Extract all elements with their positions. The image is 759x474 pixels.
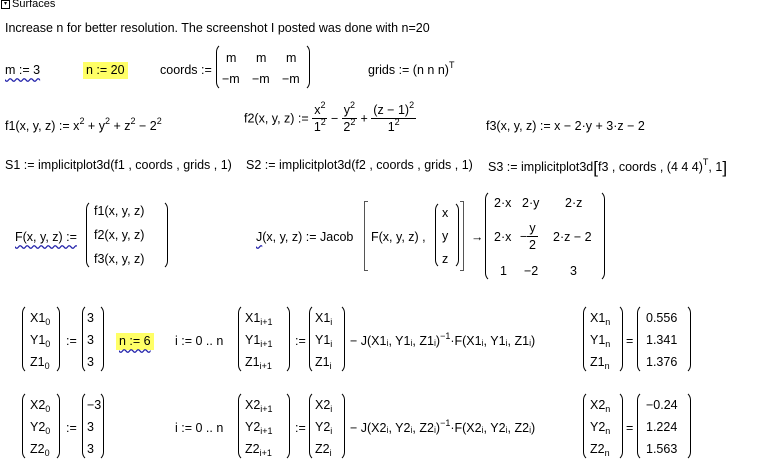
sys1-init-value: 3 (87, 311, 94, 325)
F-entry: f2(x, y, z) (94, 228, 145, 242)
sys2-range[interactable]: i := 0 .. n (175, 421, 224, 435)
sys1-next-name: $Y1_{i+1}$ (245, 333, 273, 349)
J-cell: 2·x (494, 230, 512, 244)
coords-cell: m (226, 51, 237, 65)
sys1-range[interactable]: i := 0 .. n (175, 334, 224, 348)
sys2-assign: := (66, 421, 77, 435)
def-f2[interactable]: f2(x, y, z) := $\frac{x^2}{1^2}$ − $\frac{y^2}{2^2}$ + $\frac{(z - 1)^2}{1^2}$ (244, 100, 415, 134)
sys2-init-value: 3 (87, 420, 94, 434)
sys1-result-value: 1.341 (646, 333, 678, 347)
def-f1[interactable]: f1(x, y, z) := $x^2 + y^2 + z^2 - 2^2$ (5, 116, 162, 133)
sys2-update-expr[interactable]: − J(X2ᵢ, Y2ᵢ, Z2ᵢ)$^{-1}$·F(X2ᵢ, Y2ᵢ, Z2ᵢ) (350, 418, 536, 435)
J-cell: 1 (500, 264, 507, 278)
sys1-result-name: $X1_n$ (590, 311, 611, 327)
sys2-next-name: $X2_{i+1}$ (245, 398, 273, 414)
sys1-result-value: 0.556 (646, 311, 678, 325)
J-var: z (442, 252, 449, 266)
sys2-next-name: $Y2_{i+1}$ (245, 420, 273, 436)
sys1-result-name: $Z1_n$ (590, 355, 610, 371)
def-J[interactable]: J(x, y, z) := Jacob (256, 230, 354, 244)
def-s1[interactable]: S1 := implicitplot3d(f1 , coords , grids , 1) (5, 158, 232, 172)
J-var: x (442, 206, 449, 220)
jacob-bracket-left (364, 201, 368, 271)
def-grids[interactable]: grids := (n n n)$^T$ (368, 60, 455, 77)
def-n[interactable]: n := 20 (83, 62, 128, 79)
arrow-symbol: → (471, 230, 484, 244)
coords-label[interactable]: coords := (160, 63, 212, 77)
sys1-result-name: $Y1_n$ (590, 333, 611, 349)
sys1-next-name: $Z1_{i+1}$ (245, 355, 272, 371)
sys2-cur-name: $Y2_i$ (315, 420, 333, 436)
region-title[interactable] (0, 0, 55, 9)
sys2-result-value: 1.563 (646, 442, 678, 456)
J-cell: 2·z − 2 (553, 230, 592, 244)
coords-cell: m (256, 51, 267, 65)
J-cell: −2 (524, 264, 539, 278)
coords-cell: −m (252, 72, 270, 86)
sys1-init-value: 3 (87, 355, 94, 369)
J-var: y (442, 229, 449, 243)
coords-cell: −m (222, 72, 240, 86)
sys1-init-name: $Z1_0$ (30, 355, 50, 371)
sys1-init-value: 3 (87, 333, 94, 347)
sys1-n-setting[interactable]: n := 6 (116, 333, 154, 350)
def-f3[interactable]: f3(x, y, z) := x − 2·y + 3·z − 2 (486, 119, 645, 133)
J-cell: 2·x (494, 196, 512, 210)
F-entry: f1(x, y, z) (94, 204, 145, 218)
sys2-cur-name: $Z2_i$ (315, 442, 332, 458)
sys2-eq: := (295, 421, 306, 435)
jacob-bracket-right (460, 201, 464, 271)
sys1-result-eq: = (626, 334, 634, 348)
sys1-eq: := (295, 334, 306, 348)
sys1-cur-name: $Y1_i$ (315, 333, 333, 349)
sys2-cur-name: $X2_i$ (315, 398, 333, 414)
sys1-cur-name: $X1_i$ (315, 311, 333, 327)
sys1-assign: := (66, 334, 77, 348)
sys1-init-name: $X1_0$ (30, 311, 51, 327)
sys2-init-value: 3 (87, 442, 94, 456)
J-cell: 3 (570, 264, 577, 278)
coords-cell: −m (282, 72, 300, 86)
sys1-init-name: $Y1_0$ (30, 333, 51, 349)
coords-cell: m (286, 51, 297, 65)
def-m[interactable]: m := 3 (5, 63, 41, 77)
sys2-init-name: $Y2_0$ (30, 420, 51, 436)
sys1-cur-name: $Z1_i$ (315, 355, 332, 371)
sys2-result-value: 1.224 (646, 420, 678, 434)
J-cell: 2·z (565, 196, 583, 210)
region-title-text: Surfaces (12, 0, 56, 9)
sys2-result-name: $X2_n$ (590, 398, 611, 414)
J-cell: − $\frac{y}{2}$ (520, 221, 536, 252)
J-cell: 2·y (522, 196, 540, 210)
F-entry: f3(x, y, z) (94, 252, 145, 266)
sys2-next-name: $Z2_{i+1}$ (245, 442, 272, 458)
J-arg: F(x, y, z) , (371, 230, 426, 244)
note-text[interactable]: Increase n for better resolution. The screenshot I posted was done with n=20 (5, 21, 430, 35)
sys2-result-eq: = (626, 421, 634, 435)
sys2-init-name: $X2_0$ (30, 398, 51, 414)
sys2-init-name: $Z2_0$ (30, 442, 50, 458)
sys2-result-value: −0.24 (646, 398, 678, 412)
sys1-result-value: 1.376 (646, 355, 678, 369)
sys2-result-name: $Z2_n$ (590, 442, 610, 458)
sys1-next-name: $X1_{i+1}$ (245, 311, 273, 327)
sys1-update-expr[interactable]: − J(X1ᵢ, Y1ᵢ, Z1ᵢ)$^{-1}$·F(X1ᵢ, Y1ᵢ, Z1ᵢ) (350, 331, 536, 348)
collapse-toggle-icon[interactable]: ▾ (1, 0, 10, 9)
sys2-init-value: −3 (87, 398, 102, 412)
def-s2[interactable]: S2 := implicitplot3d(f2 , coords , grids , 1) (246, 158, 473, 172)
sys2-result-name: $Y2_n$ (590, 420, 611, 436)
def-F[interactable]: F(x, y, z) := (15, 230, 77, 244)
def-s3[interactable]: S3 := implicitplot3d[f3 , coords , (4 4 4)$^T$, 1] (488, 157, 728, 177)
